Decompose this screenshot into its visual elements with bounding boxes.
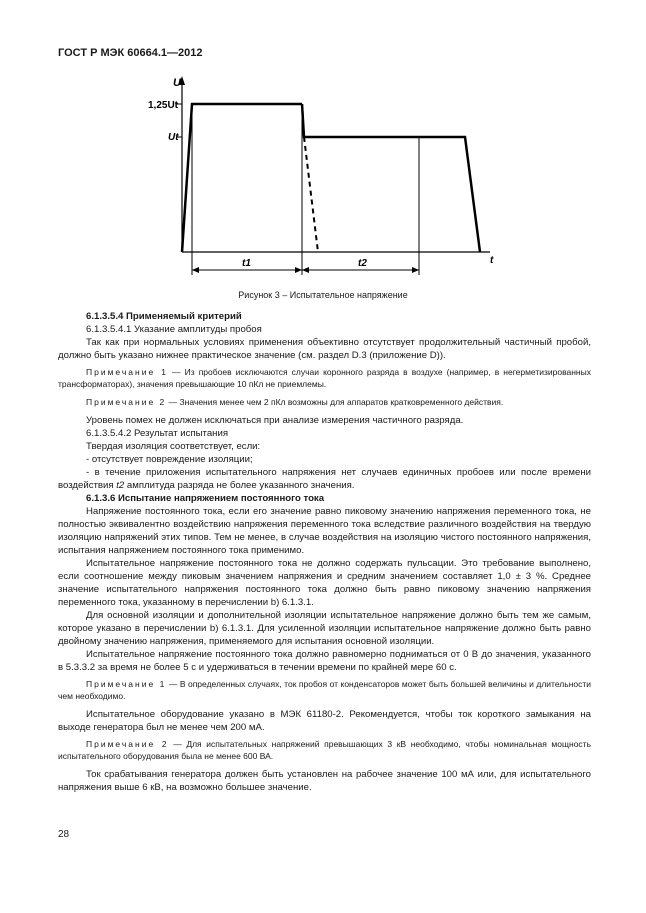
t2-arrow-left xyxy=(302,267,309,273)
level-1-label: Ut xyxy=(168,132,179,143)
note-3-label: Примечание 1 xyxy=(86,679,167,689)
paragraph-4: - отсутствует повреждение изоляции; xyxy=(86,454,253,465)
note-3 xyxy=(58,678,591,702)
document-body xyxy=(58,310,591,794)
y-axis-label: U xyxy=(173,77,181,89)
waveform-stage2 xyxy=(302,104,480,252)
t1-arrow-left xyxy=(192,267,199,273)
note-2-text: — Значения менее чем 2 пКл возможны для аппаратов кратковременного действия. xyxy=(166,397,504,407)
paragraph-9: Испытательное напряжение постоянного тока должно равномерно подниматься от 0 В до значения, указанного в 5.3.3.2 за время не более 5 с и удерживаться в течении времени по крайней мере 60 с. xyxy=(58,649,591,673)
note-4-label: Примечание 2 xyxy=(86,739,169,749)
note-2-label: Примечание 2 xyxy=(86,397,167,407)
note-3-text: — В определенных случаях, ток пробоя от конденсаторов может быть большей величины и длительности чем необходимо. xyxy=(58,679,592,701)
paragraph-5-a: - в течение приложения испытательного напряжения нет случаев единичных пробоев или после времени воздействия xyxy=(58,467,591,491)
paragraph-10: Испытательное оборудование указано в МЭК 61180-2. Рекомендуется, чтобы ток короткого замыкания на выходе генератора был не менее чем 200 мА. xyxy=(58,709,591,733)
note-4-text: — Для испытательных напряжений превышающих 3 кВ необходимо, чтобы номинальная мощность испытательного оборудования была не менее 600 ВА. xyxy=(58,739,591,761)
waveform-stage1 xyxy=(182,104,302,252)
document-header: ГОСТ Р МЭК 60664.1—2012 xyxy=(58,47,203,59)
section-6-1-3-5-4-1-title: 6.1.3.5.4.1 Указание амплитуды пробоя xyxy=(86,324,262,335)
test-voltage-diagram xyxy=(140,70,520,280)
note-1-text: — Из пробоев исключаются случаи коронного разряда в воздухе (например, в негерметизированных трансформаторах), значения превышающие 10 пКл не приемлемы. xyxy=(58,367,591,389)
x-axis-label: t xyxy=(490,255,494,266)
paragraph-6: Напряжение постоянного тока, если его значение равно пиковому значению напряжения переменного тока, не полностью эквивалентно воздействию напряжения переменного тока вследствие различного воздействия на твердую изоляцию напряжений этих типов. Тем не менее, в случае воздействия на изоляцию чистого постоянного напряжения, испытания напряжением постоянного тока применимо. xyxy=(58,506,591,556)
paragraph-2: Уровень помех не должен исключаться при анализе измерения частичного разряда. xyxy=(86,415,464,426)
section-6-1-3-5-4-title: 6.1.3.5.4 Применяемый критерий xyxy=(86,311,242,322)
waveform-dashed-fall xyxy=(304,137,318,252)
paragraph-5-t2: t2 xyxy=(116,480,125,491)
t1-arrow-right xyxy=(295,267,302,273)
note-2 xyxy=(58,396,591,408)
t2-label: t2 xyxy=(358,258,367,269)
paragraph-8: Для основной изоляции и дополнительной изоляции испытательное напряжение должно быть тем же самым, которое указано в перечислении b) 6.1.3.1. Для усиленной изоляции испытательное напряжение должно быть равно двойному значению напряжения, применяемого для испытания основной изоляции. xyxy=(58,610,591,647)
paragraph-1: Так как при нормальных условиях применения объективно отсутствует продолжительный частичный пробой, должно быть указано нижнее практическое значение (см. раздел D.3 (приложение D)). xyxy=(58,337,591,361)
test-voltage-figure xyxy=(140,70,520,280)
paragraph-5-b: амплитуда разряда не более указанного значения. xyxy=(124,480,355,491)
page-number: 28 xyxy=(58,829,70,840)
paragraph-5 xyxy=(58,466,591,492)
section-6-1-3-5-4-2-title: 6.1.3.5.4.2 Результат испытания xyxy=(86,428,229,439)
figure-caption: Рисунок 3 – Испытательное напряжение xyxy=(238,290,408,300)
note-1-label: Примечание 1 xyxy=(86,367,168,377)
paragraph-7: Испытательное напряжение постоянного тока не должно содержать пульсации. Это требование выполнено, если соотношение между пиковым значением напряжения и средним значением составляет 1,0 ± 3 %. Среднее значение испытательного напряжения постоянного тока должно быть равно пиковому значению напряжения переменного тока, указанному в перечислении b) 6.1.3.1. xyxy=(58,558,591,608)
t1-label: t1 xyxy=(242,258,251,269)
t2-arrow-right xyxy=(412,267,419,273)
note-1 xyxy=(58,366,591,390)
level-125-label: 1,25Ut xyxy=(148,100,179,111)
paragraph-3: Твердая изоляция соответствует, если: xyxy=(86,441,261,452)
note-4 xyxy=(58,738,591,762)
section-6-1-3-6-title: 6.1.3.6 Испытание напряжением постоянного тока xyxy=(86,493,325,504)
paragraph-11: Ток срабатывания генератора должен быть установлен на рабочее значение 100 мА или, для испытательного напряжения выше 6 кВ, на возможно большее значение. xyxy=(58,769,591,793)
